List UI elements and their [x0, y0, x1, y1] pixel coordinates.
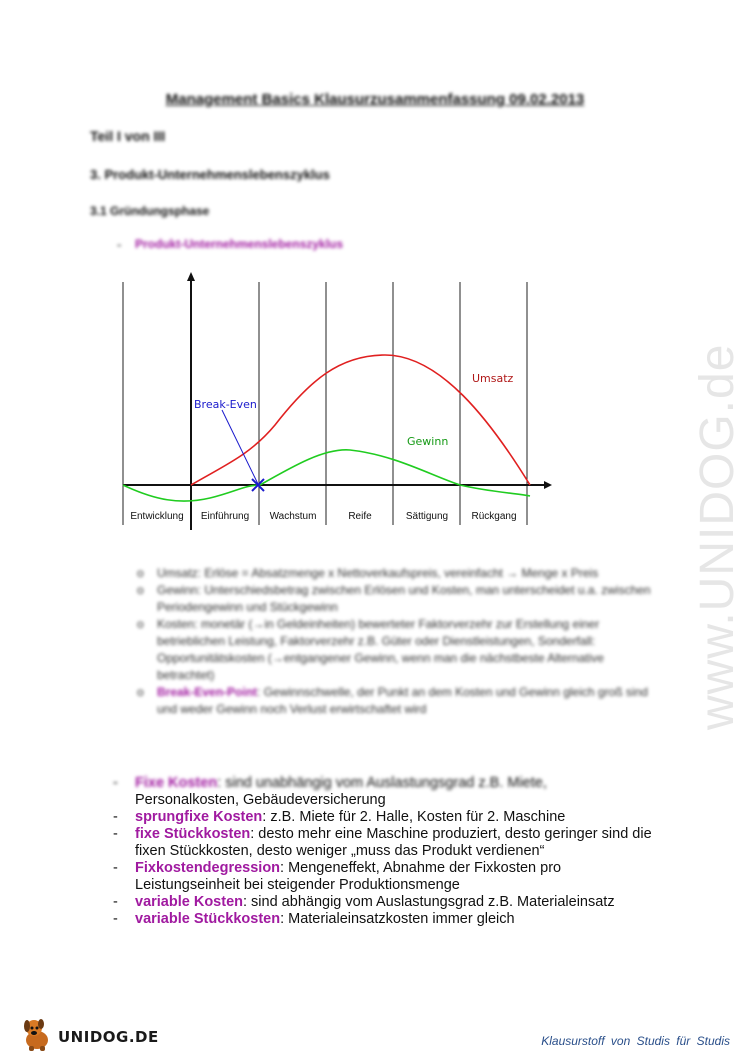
cost-term-description: : Mengeneffekt, Abnahme der Fixkosten pro Leistungseinheit bei steigender Produktionsmenge — [135, 860, 562, 893]
chart-axes — [123, 272, 552, 530]
watermark: www.UNIDOG.de — [691, 343, 744, 730]
y-axis-arrow-icon — [187, 272, 195, 281]
phase-label: Rückgang — [471, 511, 517, 522]
definition-item — [137, 616, 657, 684]
cost-term-item — [113, 775, 655, 809]
dash-bullet: - — [113, 775, 118, 791]
dash-bullet: - — [113, 911, 118, 927]
circle-bullet-icon: o — [137, 583, 144, 597]
cost-term-description: : z.B. Miete für 2. Halle, Kosten für 2. Maschine — [262, 809, 566, 825]
dash-bullet: - — [113, 809, 118, 825]
cost-term-item — [113, 809, 655, 826]
part-heading: Teil I von III — [90, 128, 166, 144]
cost-term: sprungfixe Kosten — [135, 809, 263, 825]
cost-term: variable Kosten — [135, 894, 243, 910]
circle-bullet-icon: o — [137, 566, 144, 580]
definition-text: Umsatz: Erlöse = Absatzmenge x Nettoverkaufspreis, vereinfacht → Menge x Preis — [157, 566, 599, 580]
definition-text: : Gewinnschwelle, der Punkt an dem Kosten und Gewinn gleich groß sind und weder Gewinn noch Verlust erwirtschaftet wird — [157, 685, 648, 716]
cost-term-description: Personalkosten, Gebäudeversicherung — [135, 792, 386, 808]
definition-term: Break-Even-Point — [157, 685, 258, 699]
phase-label: Einführung — [200, 511, 250, 522]
cost-term: variable Stückkosten — [135, 911, 281, 927]
logo-wordmark: UNIDOG.DE — [58, 1028, 159, 1046]
section-heading: 3. Produkt-Unternehmenslebenszyklus — [90, 167, 330, 182]
cost-term-item — [113, 826, 655, 860]
phase-label: Sättigung — [405, 511, 449, 522]
definition-text: Gewinn: Unterschiedsbetrag zwischen Erlösen und Kosten, man unterscheidet u.a. zwischen Periodengewinn und Stückgewinn — [157, 583, 651, 614]
cost-term-item — [113, 911, 655, 928]
bullet-dash: - — [117, 237, 122, 252]
footer-tagline: Klausurstoff von Studis für Studis — [541, 1034, 730, 1048]
definitions-list — [137, 565, 657, 718]
phase-labels — [130, 511, 516, 522]
lifecycle-chart — [110, 270, 560, 530]
dog-logo-icon — [22, 1016, 56, 1052]
definition-item — [137, 684, 657, 718]
cost-term: fixe Stückkosten — [135, 826, 251, 842]
phase-dividers — [123, 282, 527, 525]
dash-bullet: - — [113, 860, 118, 876]
subsection-heading: 3.1 Gründungsphase — [90, 204, 210, 218]
cost-term: Fixkostendegression — [135, 860, 281, 876]
circle-bullet-icon: o — [137, 685, 144, 699]
phase-label: Entwicklung — [130, 511, 184, 522]
gewinn-label: Gewinn — [407, 435, 449, 448]
circle-bullet-icon: o — [137, 617, 144, 631]
dash-bullet: - — [113, 894, 118, 910]
cost-term: Fixe Kosten — [135, 775, 218, 791]
definition-item — [137, 565, 657, 582]
cost-term-item — [113, 860, 655, 894]
definition-item — [137, 582, 657, 616]
phase-label: Wachstum — [269, 511, 317, 522]
break-even-label: Break-Even — [194, 398, 257, 411]
document-title: Management Basics Klausurzusammenfassung 09.02.2013 — [165, 91, 585, 108]
cost-term-description: : Materialeinsatzkosten immer gleich — [280, 911, 515, 927]
x-axis-arrow-icon — [544, 481, 552, 489]
cost-term-description: : sind unabhängig vom Auslastungsgrad z.B. Miete, — [217, 775, 547, 791]
definition-text: Kosten: monetär (→in Geldeinheiten) bewerteter Faktorverzehr zur Erstellung einer betrieblichen Leistung, Faktorverzehr z.B. Güter oder Dienstleistungen, Sonderfall: Opportunitätskosten (→entgangener Gewinn, wenn man die nächstbeste Alternative betrachtet) — [157, 617, 604, 682]
cost-term-description: : desto mehr eine Maschine produziert, desto geringer sind die fixen Stückkosten, desto weniger „muss das Produkt verdienen“ — [135, 826, 652, 859]
cost-term-item — [113, 894, 655, 911]
phase-label: Reife — [348, 511, 372, 522]
dash-bullet: - — [113, 826, 118, 842]
chart-bullet-label: Produkt-Unternehmenslebenszyklus — [135, 237, 344, 251]
cost-term-description: : sind abhängig vom Auslastungsgrad z.B. Materialeinsatz — [243, 894, 615, 910]
umsatz-label: Umsatz — [472, 372, 514, 385]
